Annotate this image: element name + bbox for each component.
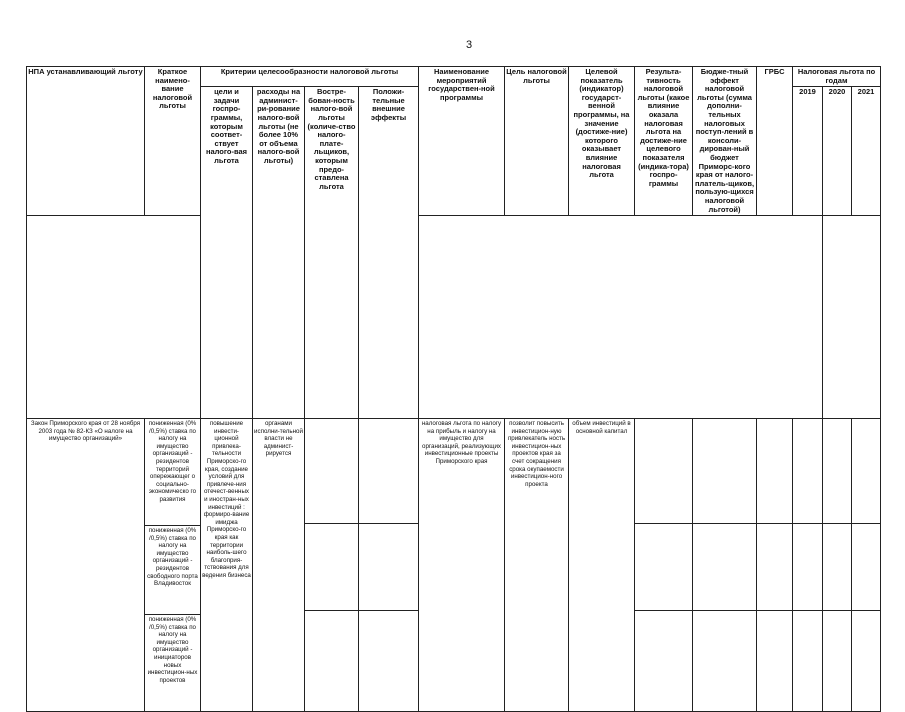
row-target-indicator: объем инвестиций в основной капитал (569, 419, 635, 712)
header-year-2019: 2019 (793, 87, 823, 216)
short-name-3: пониженная (0% /0,5%) ставка по налогу на имущество организаций - инициаторов новых инвестицион-ных проектов (145, 614, 200, 711)
header-criterion-admin-costs: расходы на админист-ри-рование налого-вой льготы (не более 10% от объема налого-вой льготы) (253, 87, 305, 419)
row-budget-effect (693, 419, 757, 712)
header-budget-effect: Бюдже-тный эффект налоговой льготы (сумма дополни-тельных налоговых поступ-лений в консоли-дирован-ный бюджет Приморс-кого края от налого-платель-щиков, пользую-щихся налоговой льготой) (693, 67, 757, 216)
header-short-name: Краткое наимено-вание налоговой льготы (145, 67, 201, 216)
header-blank-middle (419, 216, 823, 419)
row-year-2019 (793, 419, 823, 712)
row-npa: Закон Приморского края от 28 ноября 2003 года № 82-КЗ «О налоге на имущество организаций» (27, 419, 145, 712)
short-name-1: пониженная (0% /0,5%) ставка по налогу на имущество организаций - резидентов территорий опережающег о социально-экономическо го развития (148, 420, 197, 504)
row-effectiveness (635, 419, 693, 712)
header-program-measures: Наименование мероприятий государствен-ной программы (419, 67, 505, 216)
header-effectiveness: Результа-тивность налоговой льготы (какое влияние оказала налоговая льгота на достиже-ние целевого показателя (индика-тора) госпро-граммы (635, 67, 693, 216)
tax-benefit-table (26, 66, 880, 712)
header-grbs: ГРБС (757, 67, 793, 216)
header-target-indicator: Целевой показатель (индикатор) государст-венной программы, на значение (достиже-ние) которого оказывает влияние налоговая льгота (569, 67, 635, 216)
short-name-2: пониженная (0% /0,5%) ставка по налогу на имущество организаций - резидентов свободного порта Владивосток (145, 525, 200, 614)
header-criterion-external-effects: Положи-тельные внешние эффекты (359, 87, 419, 419)
row-goal: позволит повысить инвестицион-ную привлекатель ность инвестицион-ных проектов края за счет сокращения срока окупаемости инвестицион-ного проекта (505, 419, 569, 712)
header-blank-left (27, 216, 201, 419)
row-demand (305, 419, 359, 712)
header-blank-years (823, 216, 881, 419)
header-criteria-group: Критерии целесообразности налоговой льготы (201, 67, 419, 87)
header-goal: Цель налоговой льготы (505, 67, 569, 216)
header-year-2020: 2020 (823, 87, 852, 216)
header-criterion-goals: цели и задачи госпро-граммы, которым соответ-ствует налого-вая льгота (201, 87, 253, 419)
header-by-years: Налоговая льгота по годам (793, 67, 881, 87)
row-goals-tasks: повышение инвести-ционной привлека-тельности Приморско-го края, создание условий для привлече-ния отечест-венных и иностран-ных инвестиций : формиро-вание имиджа Приморско-го края как территории наиболь-шего благоприя-тствования для ведения бизнеса (201, 419, 253, 712)
row-external-effects (359, 419, 419, 712)
row-grbs (757, 419, 793, 712)
row-year-2020 (823, 419, 852, 712)
header-criterion-demand: Востре-бован-ность налого-вой льготы (количе-ство налого-плате-льщиков, которым предо-ставлена льгота (305, 87, 359, 419)
row-admin-costs: органами исполни-тельной власти не админист-рируется (253, 419, 305, 712)
row-year-2021 (852, 419, 881, 712)
header-year-2021: 2021 (852, 87, 881, 216)
page-number: 3 (466, 39, 473, 51)
header-npa: НПА устанавливающий льготу (27, 67, 145, 216)
row-program-measures: налоговая льгота по налогу на прибыль и налогу на имущество для организаций, реализующих инвестиционные проекты Приморского края (419, 419, 505, 712)
